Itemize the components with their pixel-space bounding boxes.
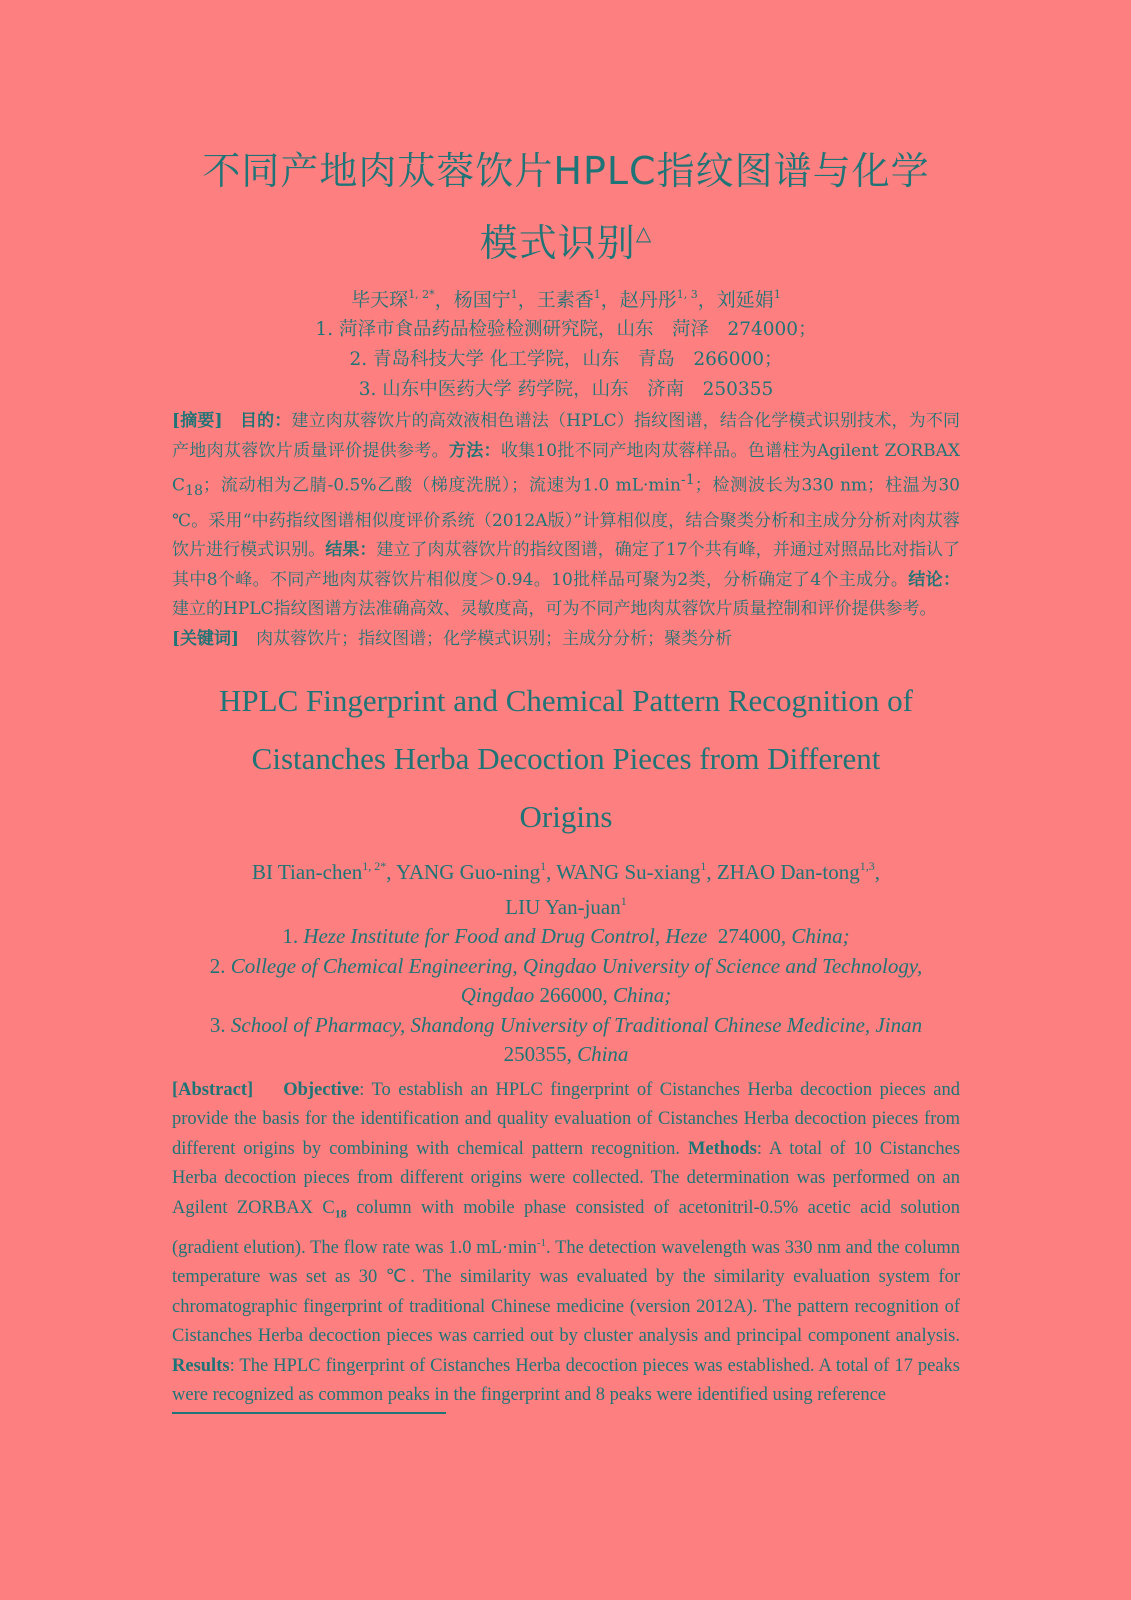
author: BI Tian-chen [252,860,363,885]
objective-text: 建立肉苁蓉饮片的高效液相色谱法（HPLC）指纹图谱，结合化学模式识别技术，为不同产地肉苁蓉饮片质量评价提供参考。 [172,411,961,461]
author: 赵丹彤 [619,289,677,311]
chinese-title [172,140,960,274]
keywords-text: 肉苁蓉饮片；指纹图谱；化学模式识别；主成分分析；聚类分析 [256,628,733,649]
author: 杨国宁 [453,289,511,311]
affiliation-3: 3. School of Pharmacy, Shandong University of Traditional Chinese Medicine, Jinan 250355, China [209,1012,923,1067]
chinese-title-line2: 模式识别 [479,221,636,265]
abstract-label: [Abstract] [172,1079,254,1100]
affiliation-1: 1. Heze Institute for Food and Drug Control, Heze 274000, China; [282,924,850,949]
paper-page [172,140,960,1411]
objective-label: 目的： [239,411,292,431]
results-label: 结果： [325,540,377,561]
english-affiliations [172,922,960,1070]
author: 刘延娟 [716,289,774,311]
author: LIU Yan-juan [505,895,621,920]
affiliation-2: 2. College of Chemical Engineering, Qingdao University of Science and Technology, Qingdao 266000, China; [209,953,923,1008]
english-authors: BI Tian-chen$^{1, 2*}$, YANG Guo-ning$^1$, WANG Su-xiang$^1$, ZHAO Dan-tong$^{1,3}$, LIU Yan-juan$^1$ [252,859,880,920]
footnote-rule [172,1412,446,1414]
abstract-label: [摘要] [172,411,223,431]
results-label: Results [172,1355,230,1376]
chinese-abstract: [摘要] 目的：建立肉苁蓉饮片的高效液相色谱法（HPLC）指纹图谱，结合化学模式识别技术，为不同产地肉苁蓉饮片质量评价提供参考。方法：收集10批不同产地肉苁蓉样品。色谱柱为Agilent ZORBAX $C_{18}$；流动相为乙腈-0.5%乙酸（梯度洗脱）；流速为1.0 $mL\cdot\min^{-1}$；检测波长为330 nm；柱温为30 ℃。采用“中药指纹图谱相似度评价系统（2012A版）”计算相似度，结合聚类分析和主成分分析对肉苁蓉饮片进行模式识别。结果：建立了肉苁蓉饮片的指纹图谱，确定了17个共有峰，并通过对照品比对指认了其中8个峰。不同产地肉苁蓉饮片相似度＞0.94。10批样品可聚为2类，分析确定了4个主成分。结论：建立的HPLC指纹图谱方法准确高效、灵敏度高，可为不同产地肉苁蓉饮片质量控制和评价提供参考。 [关键词] 肉苁蓉饮片；指纹图谱；化学模式识别；主成分分析；聚类分析 [172,407,960,654]
methods-label: Methods [687,1138,757,1159]
methods-label: 方法： [448,440,501,461]
author: 毕天琛 [351,289,409,311]
author: YANG Guo-ning [396,860,541,885]
title-footnote-mark: △ [635,221,653,245]
chinese-authors: 毕天琛$^{1, 2*}$，杨国宁$^1$，王素香$^1$，赵丹彤$^{1, 3}$，刘延娟$^1$ [351,288,781,311]
author: WANG Su-xiang [556,860,701,885]
english-title: HPLC Fingerprint and Chemical Pattern Recognition of Cistanches Herba Decoction Pieces from Different Origins [219,683,913,835]
english-abstract: [Abstract] Objective: To establish an HPLC fingerprint of Cistanches Herba decoction pieces and provide the basis for the identification and quality evaluation of Cistanches Herba decoction pieces from different origins by combining with chemical pattern recognition. Methods: A total of 10 Cistanches Herba decoction pieces from different origins were collected. The determination was performed on an Agilent ZORBAX $C_{18}$ column with mobile phase consisted of acetonitril-0.5% acetic acid solution (gradient elution). The flow rate was 1.0 $mL\cdot\min^{-1}$. The detection wavelength was 330 nm and the column temperature was set as 30 ℃. The similarity was evaluated by the similarity evaluation system for chromatographic fingerprint of traditional Chinese medicine (version 2012A). The pattern recognition of Cistanches Herba decoction pieces was carried out by cluster analysis and principal component analysis. Results: The HPLC fingerprint of Cistanches Herba decoction pieces was established. A total of 17 peaks were recognized as common peaks in the fingerprint and 8 peaks were identified using reference [172,1079,961,1406]
affiliation-1: 1. 菏泽市食品药品检验检测研究院，山东 菏泽 274000； [315,319,817,340]
objective-label: Objective [283,1079,360,1100]
chinese-keywords [172,625,960,655]
keywords-label: [关键词] [172,628,240,649]
conclusion-label: 结论： [908,569,960,590]
affiliation-2: 2. 青岛科技大学 化工学院，山东 青岛 266000； [349,349,783,370]
affiliation-3: 3. 山东中医药大学 药学院，山东 济南 250355 [358,379,774,400]
author: ZHAO Dan-tong [716,860,860,885]
chinese-affiliations [172,315,960,405]
author: 王素香 [536,289,594,311]
chinese-title-line1: 不同产地肉苁蓉饮片HPLC指纹图谱与化学 [202,149,930,193]
